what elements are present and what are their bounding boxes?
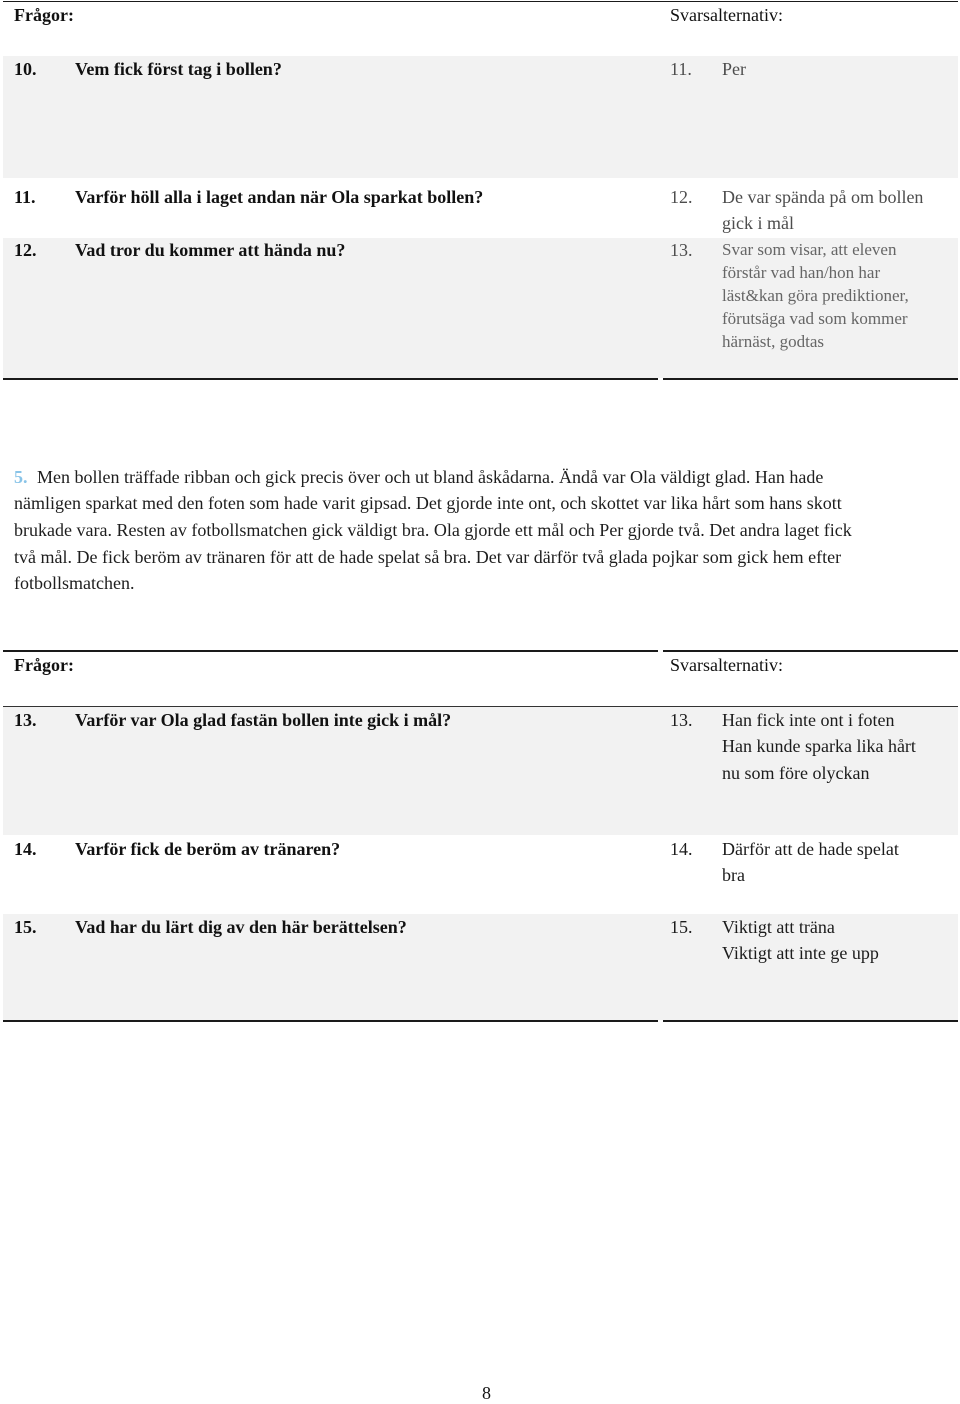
answer-number: 13. — [670, 710, 693, 730]
table-top-rule — [3, 650, 658, 652]
table-bottom-rule — [663, 1020, 958, 1022]
question-number: 15. — [14, 917, 37, 937]
question-text: Vad tror du kommer att hända nu? — [75, 240, 346, 260]
question-text: Varför fick de beröm av tränaren? — [75, 839, 341, 859]
page-number: 8 — [482, 1383, 491, 1403]
answer-text: Viktigt att inte ge upp — [722, 943, 879, 963]
table-bottom-rule — [663, 378, 958, 380]
question-text: Vad har du lärt dig av den här berättelsen? — [75, 917, 407, 937]
question-text: Varför var Ola glad fastän bollen inte gick i mål? — [75, 710, 452, 730]
question-text: Varför höll alla i laget andan när Ola sparkat bollen? — [75, 187, 484, 207]
question-text: Vem fick först tag i bollen? — [75, 59, 282, 79]
answer-text: Svar som visar, att eleven — [722, 240, 897, 259]
section-number: 5. — [14, 467, 28, 487]
table-bottom-rule — [3, 378, 658, 380]
table-top-rule — [663, 650, 958, 652]
header-answers: Svarsalternativ: — [670, 5, 783, 25]
header-answers: Svarsalternativ: — [670, 655, 783, 675]
question-number: 13. — [14, 710, 37, 730]
answer-text: härnäst, godtas — [722, 332, 824, 351]
story-line: fotbollsmatchen. — [14, 573, 135, 593]
answer-text: Per — [722, 59, 746, 79]
answer-text: läst&kan göra prediktioner, — [722, 286, 909, 305]
question-number: 14. — [14, 839, 37, 859]
answer-text: förutsäga vad som kommer — [722, 309, 908, 328]
question-number: 11. — [14, 187, 36, 207]
header-questions: Frågor: — [14, 5, 74, 25]
answer-text: Viktigt att träna — [722, 917, 835, 937]
answer-text: Han fick inte ont i foten — [722, 710, 895, 730]
story-line: nämligen sparkat med den foten som hade varit gipsad. Det gjorde inte ont, och skottet var lika hårt som hans skott — [14, 493, 842, 513]
question-number: 10. — [14, 59, 37, 79]
answer-number: 14. — [670, 839, 693, 859]
answer-text: förstår vad han/hon har — [722, 263, 881, 282]
question-number: 12. — [14, 240, 37, 260]
answer-text: Därför att de hade spelat — [722, 839, 899, 859]
header-questions: Frågor: — [14, 655, 74, 675]
answer-number: 15. — [670, 917, 693, 937]
answer-number: 11. — [670, 59, 692, 79]
table-bottom-rule — [3, 1020, 658, 1022]
story-line: Men bollen träffade ribban och gick precis över och ut bland åskådarna. Ändå var Ola väldigt glad. Han hade — [37, 467, 824, 487]
answer-number: 13. — [670, 240, 693, 260]
answer-text: bra — [722, 865, 745, 885]
story-line: brukade vara. Resten av fotbollsmatchen gick väldigt bra. Ola gjorde ett mål och Per gjorde två. Det andra laget fick — [14, 520, 852, 540]
answer-text: nu som före olyckan — [722, 763, 870, 783]
answer-text: gick i mål — [722, 213, 794, 233]
answer-text: De var spända på om bollen — [722, 187, 924, 207]
answer-number: 12. — [670, 187, 693, 207]
table-top-rule — [3, 1, 958, 2]
answer-text: Han kunde sparka lika hårt — [722, 736, 916, 756]
story-line: två mål. De fick beröm av tränaren för att de hade spelat så bra. Det var därför två glada pojkar som gick hem efter — [14, 547, 842, 567]
